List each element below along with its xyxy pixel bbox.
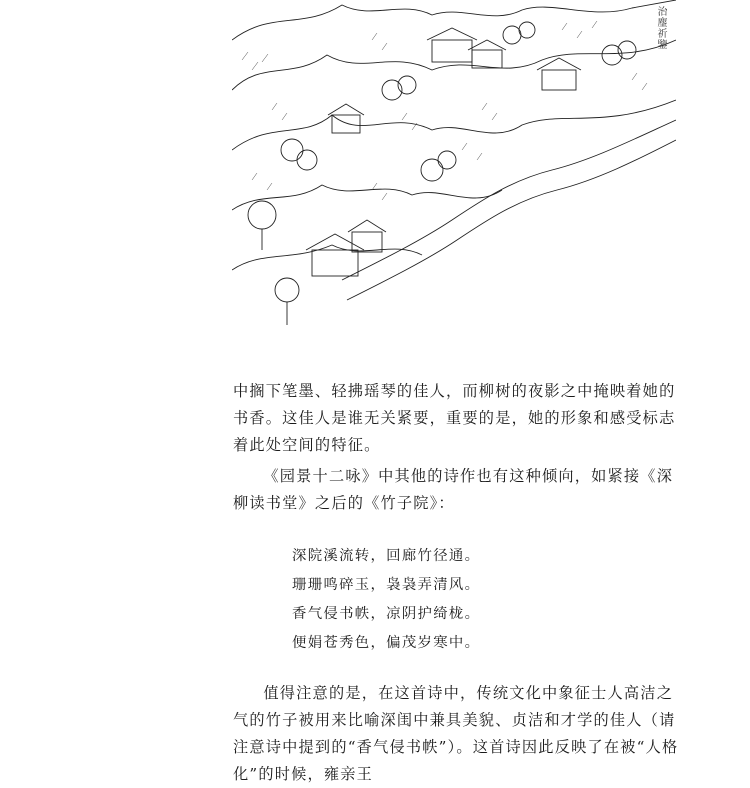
landscape-drawing	[232, 0, 676, 334]
paragraph-2: 《园景十二咏》中其他的诗作也有这种倾向，如紧接《深柳读书堂》之后的《竹子院》：	[233, 467, 674, 512]
paragraph-1: 中搁下笔墨、轻拂瑶琴的佳人，而柳树的夜影之中掩映着她的书香。这佳人是谁无关紧要，重要的是，她的形象和感受标志着此处空间的特征。	[233, 382, 676, 454]
poem-bamboo-courtyard	[292, 542, 612, 658]
poem-line: 深院溪流转，回廊竹径通。	[292, 548, 481, 564]
poem-line: 便娟苍秀色，偏茂岁寒中。	[292, 635, 481, 651]
landscape-illustration	[232, 0, 676, 334]
poem-line: 珊珊鸣碎玉，袅袅弄清风。	[292, 577, 481, 593]
poem-line: 香气侵书帙，凉阴护绮栊。	[292, 606, 481, 622]
artist-seal: 治麈祈鑒	[655, 6, 666, 50]
paragraph-3: 值得注意的是，在这首诗中，传统文化中象征士人高洁之气的竹子被用来比喻深闺中兼具美貌、贞洁和才学的佳人（请注意诗中提到的“香气侵书帙”）。这首诗因此反映了在被“人格化”的时候，雍亲王	[233, 684, 679, 783]
